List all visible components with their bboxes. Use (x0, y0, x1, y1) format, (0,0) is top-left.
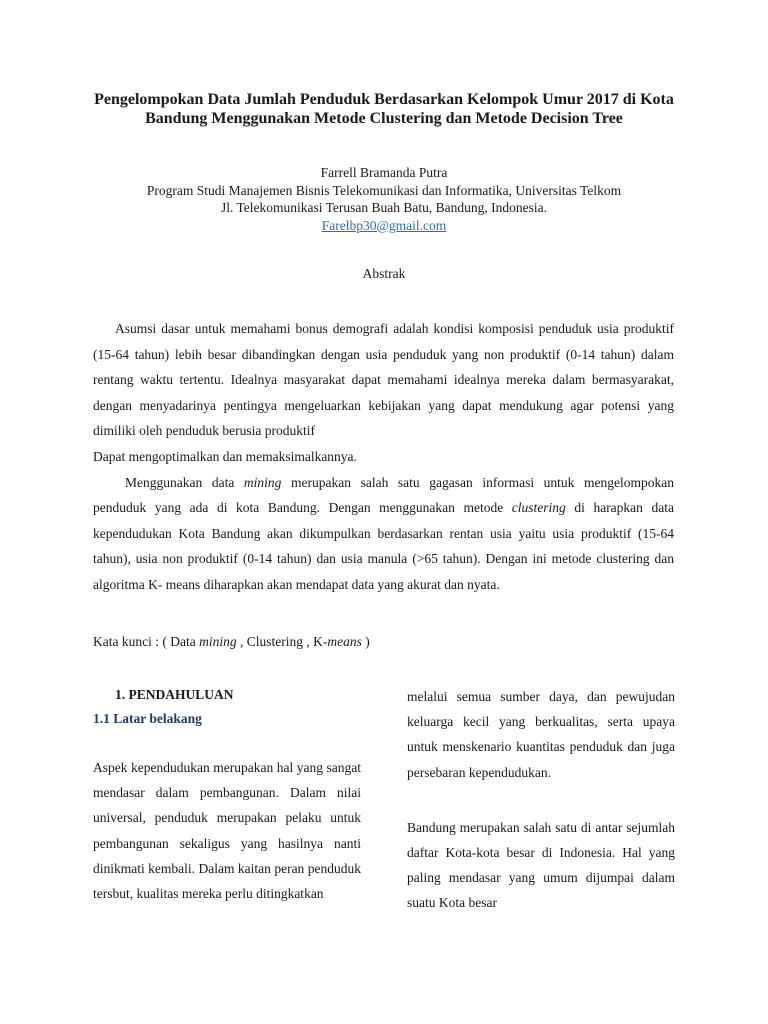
author-address: Jl. Telekomunikasi Terusan Buah Batu, Bandung, Indonesia. (220, 200, 548, 215)
keywords-line: Kata kunci : ( Data mining , Clustering , K-means ) (93, 634, 370, 649)
author-name: Farrell Bramanda Putra (320, 165, 448, 180)
paper-title: Pengelompokan Data Jumlah Penduduk Berdasarkan Kelompok Umur 2017 di Kota Bandung Menggunakan Metode Clustering dan Metode Decision Tree (94, 91, 674, 127)
abstract-body (93, 316, 674, 598)
author-email-link[interactable]: Farelbp30@gmail.com (321, 217, 447, 233)
abstract-paragraph-1: Asumsi dasar untuk memahami bonus demografi adalah kondisi komposisi penduduk usia produktif (15-64 tahun) lebih besar dibandingkan dengan usia penduduk yang non produktif (0-14 tahun) dalam rentang waktu tertentu. Idealnya masyarakat dapat memahami idealnya mereka dalam bermasyarakat, dengan menyadarinya pentingya mengeluarkan kebijakan yang dapat mendukung agar potensi yang dimiliki oleh penduduk berusia produktif (93, 321, 674, 439)
section-heading: 1. PENDAHULUAN (115, 687, 234, 702)
right-column-paragraph-1: melalui semua sumber daya, dan pewujudan keluarga kecil yang berkualitas, serta upaya untuk menskenario kuantitas penduduk dan juga persebaran kependudukan. (407, 689, 675, 780)
right-column (407, 684, 675, 916)
left-column-paragraph: Aspek kependudukan merupakan hal yang sangat mendasar dalam pembangunan. Dalam nilai universal, penduduk merupakan pelaku untuk pembangunan sekaligus yang hasilnya nanti dinikmati kembali. Dalam kaitan peran penduduk tersbut, kualitas mereka perlu ditingkatkan (93, 760, 361, 902)
subsection-heading: 1.1 Latar belakang (93, 711, 202, 726)
author-block (60, 164, 708, 234)
abstract-paragraph-2: Menggunakan data mining merupakan salah satu gagasan informasi untuk mengelompokan penduduk yang ada di kota Bandung. Dengan menggunakan metode clustering di harapkan data kependudukan Kota Bandung akan dikumpulkan berdasarkan rentan usia yaitu usia produktif (15-64 tahun), usia non produktif (0-14 tahun) dan usia manula (>65 tahun). Dengan ini metode clustering dan algoritma K- means diharapkan akan mendapat data yang akurat dan nyata. (93, 474, 674, 592)
abstract-paragraph-1-continued: Dapat mengoptimalkan dan memaksimalkannya. (93, 448, 357, 464)
left-column (93, 684, 361, 906)
author-affiliation: Program Studi Manajemen Bisnis Telekomunikasi dan Informatika, Universitas Telkom (146, 182, 622, 198)
abstract-heading: Abstrak (362, 266, 406, 281)
right-column-paragraph-2: Bandung merupakan salah satu di antar sejumlah daftar Kota-kota besar di Indonesia. Hal yang paling mendasar yang umum dijumpai dalam suatu Kota besar (407, 819, 675, 911)
